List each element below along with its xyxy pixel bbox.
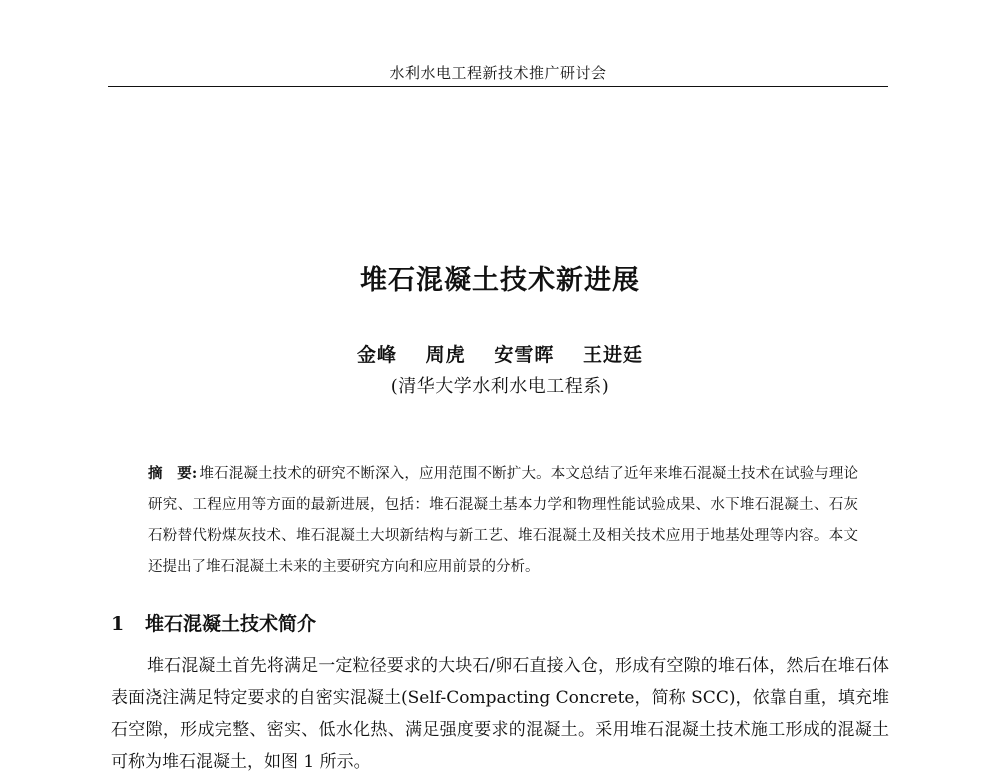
section-heading	[111, 609, 316, 636]
abstract-label: 摘 要:	[148, 465, 198, 482]
abstract	[148, 458, 858, 583]
section-title: 堆石混凝土技术简介	[145, 613, 317, 635]
running-header: 水利水电工程新技术推广研讨会	[389, 64, 607, 82]
paper-title: 堆石混凝土技术新进展	[360, 265, 640, 296]
author-1: 金峰	[357, 344, 398, 366]
author-list	[0, 340, 1000, 367]
author-4: 王进廷	[582, 344, 643, 366]
author-3: 安雪晖	[494, 344, 555, 366]
abstract-text: 堆石混凝土技术的研究不断深入，应用范围不断扩大。本文总结了近年来堆石混凝土技术在试验与理论研究、工程应用等方面的最新进展，包括：堆石混凝土基本力学和物理性能试验成果、水下堆石混凝土、石灰石粉替代粉煤灰技术、堆石混凝土大坝新结构与新工艺、堆石混凝土及相关技术应用于地基处理等内容。本文还提出了堆石混凝土未来的主要研究方向和应用前景的分析。	[148, 466, 859, 575]
header-rule	[108, 86, 888, 87]
author-2: 周虎	[425, 344, 466, 366]
body-paragraph: 堆石混凝土首先将满足一定粒径要求的大块石/卵石直接入仓，形成有空隙的堆石体，然后在堆石体表面浇注满足特定要求的自密实混凝土(Self-Compacting Concrete，简称 SCC)，依靠自重，填充堆石空隙，形成完整、密实、低水化热、满足强度要求的混凝土。采用堆石混凝土技术施工形成的混凝土可称为堆石混凝土，如图 1 所示。	[111, 656, 889, 772]
affiliation: (清华大学水利水电工程系)	[390, 376, 610, 397]
section-number: 1	[111, 613, 125, 635]
